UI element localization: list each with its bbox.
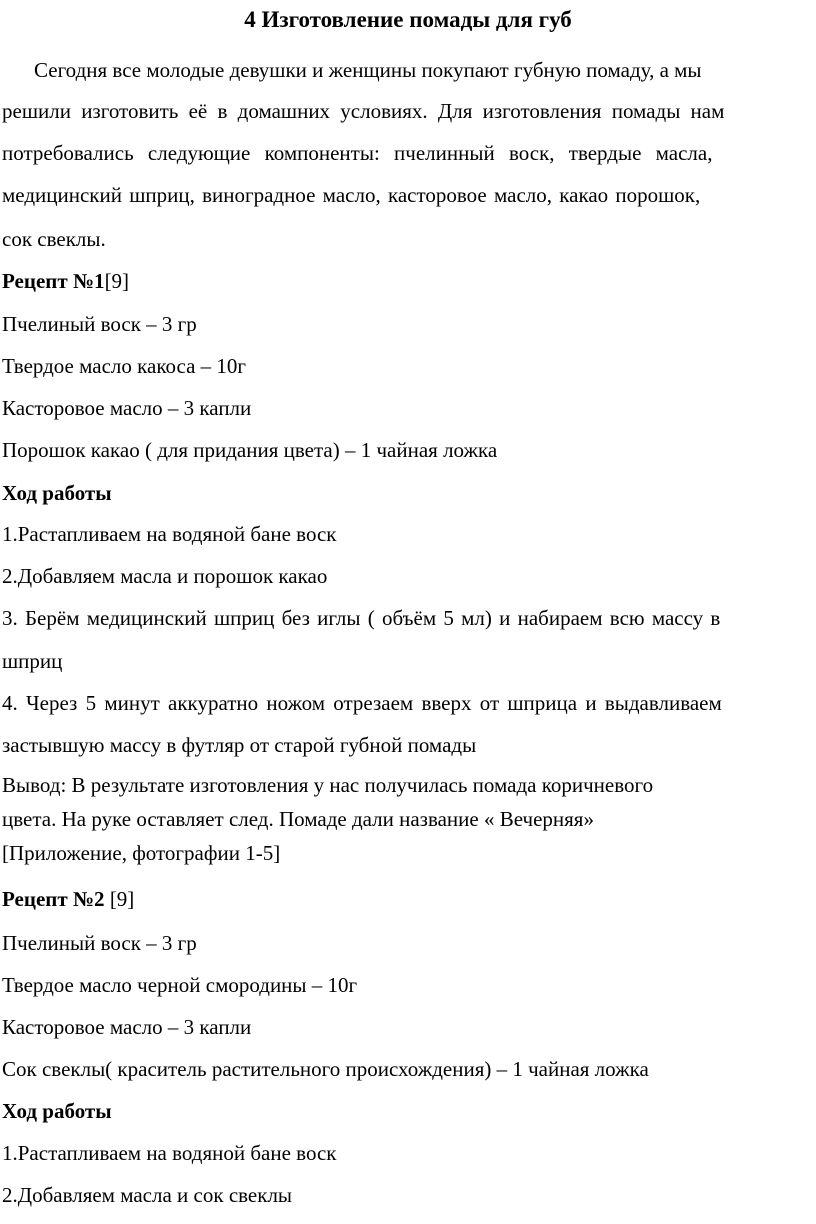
recipe-1-conclusion-line: Вывод: В результате изготовления у нас получилась помада коричневого	[2, 773, 654, 797]
recipe-1-ingredient: Твердое масло какоса – 10г	[2, 354, 247, 378]
recipe-1-title: Рецепт №1	[2, 269, 105, 293]
recipe-1-ingredient: Пчелиный воск – 3 гр	[2, 312, 197, 336]
recipe-1-ingredient: Порошок какао ( для придания цвета) – 1 чайная ложка	[2, 438, 498, 462]
recipe-1-step: 3. Берём медицинский шприц без иглы ( объём 5 мл) и набираем всю массу в	[2, 606, 721, 630]
recipe-2-heading	[2, 886, 134, 912]
recipe-1-steps-heading: Ход работы	[2, 481, 112, 505]
recipe-1-step: 1.Растапливаем на водяной бане воск	[2, 522, 337, 546]
intro-line-3: потребовались следующие компоненты: пчелинный воск, твердые масла,	[2, 141, 713, 165]
recipe-2-ref: [9]	[104, 887, 135, 911]
recipe-2-ingredient: Твердое масло черной смородины – 10г	[2, 973, 358, 997]
recipe-1-heading	[2, 268, 129, 294]
recipe-2-ingredient: Касторовое масло – 3 капли	[2, 1015, 252, 1039]
intro-line-2: решили изготовить её в домашних условиях. Для изготовления помады нам	[2, 99, 725, 123]
recipe-1-step: 4. Через 5 минут аккуратно ножом отрезаем вверх от шприца и выдавливаем	[2, 691, 722, 715]
intro-line-5: сок свеклы.	[2, 227, 106, 251]
page-title: 4 Изготовление помады для губ	[244, 7, 572, 32]
recipe-2-step: 1.Растапливаем на водяной бане воск	[2, 1141, 337, 1165]
recipe-1-step: 2.Добавляем масла и порошок какао	[2, 564, 328, 588]
intro-line-1: Сегодня все молодые девушки и женщины покупают губную помаду, а мы	[34, 58, 702, 82]
recipe-2-steps-heading: Ход работы	[2, 1099, 112, 1123]
recipe-2-ingredient: Пчелиный воск – 3 гр	[2, 931, 197, 955]
recipe-2-step: 2.Добавляем масла и сок свеклы	[2, 1183, 293, 1207]
recipe-1-conclusion-line: [Приложение, фотографии 1-5]	[2, 841, 281, 865]
recipe-1-ingredient: Касторовое масло – 3 капли	[2, 396, 252, 420]
recipe-1-step: застывшую массу в футляр от старой губной помады	[2, 733, 477, 757]
recipe-1-conclusion-line: цвета. На руке оставляет след. Помаде дали название « Вечерняя»	[2, 807, 594, 831]
intro-line-4: медицинский шприц, виноградное масло, касторовое масло, какао порошок,	[2, 183, 701, 207]
recipe-2-title: Рецепт №2	[2, 887, 105, 911]
recipe-1-step: шприц	[2, 649, 63, 673]
recipe-1-ref: [9]	[104, 269, 130, 293]
recipe-2-ingredient: Сок свеклы( краситель растительного происхождения) – 1 чайная ложка	[2, 1057, 649, 1081]
